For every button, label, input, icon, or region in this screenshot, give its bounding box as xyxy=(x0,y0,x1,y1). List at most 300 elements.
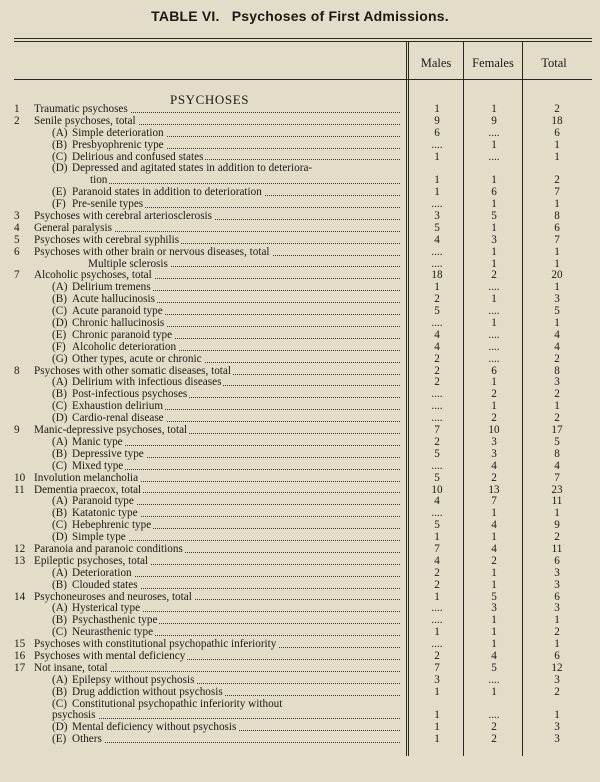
table-row xyxy=(0,270,600,282)
table-row xyxy=(0,663,600,675)
row-number: 3 xyxy=(14,210,20,223)
males-value: .... xyxy=(431,459,443,472)
table-row xyxy=(0,413,600,425)
total-value: 4 xyxy=(554,459,560,472)
males-value: 1 xyxy=(434,186,440,199)
table-row xyxy=(0,675,600,687)
total-value: 6 xyxy=(554,649,560,662)
category-name: Manic-depressive psychoses, total xyxy=(34,425,188,437)
row-label xyxy=(52,508,400,520)
females-value: 2 xyxy=(491,554,497,567)
males-value: 5 xyxy=(434,447,440,460)
females-value: 2 xyxy=(491,412,497,425)
total-value: 11 xyxy=(551,542,563,555)
category-name: Acute paranoid type xyxy=(72,306,163,318)
category-name: Katatonic type xyxy=(72,508,138,520)
females-value: 9 xyxy=(491,114,497,127)
males-value: 1 xyxy=(434,721,440,734)
row-label xyxy=(34,485,400,497)
females-value: 4 xyxy=(491,459,497,472)
row-label-text xyxy=(52,508,140,519)
row-number: 10 xyxy=(14,471,26,484)
males-value: 1 xyxy=(434,709,440,722)
category-name: Psychoses with cerebral syphilis xyxy=(34,234,180,246)
row-number: 13 xyxy=(14,554,26,567)
row-label xyxy=(52,294,400,306)
males-value: .... xyxy=(431,245,443,258)
row-label-text xyxy=(52,603,142,614)
row-label-text xyxy=(34,473,140,484)
females-value: 2 xyxy=(491,471,497,484)
total-value: 3 xyxy=(554,602,560,615)
males-value: .... xyxy=(431,317,443,330)
table-row xyxy=(0,128,600,140)
row-label-text xyxy=(34,247,272,258)
category-name: Mixed type xyxy=(72,460,124,472)
row-label-text xyxy=(34,116,138,127)
leader-dots xyxy=(90,183,400,184)
row-label-text xyxy=(52,520,153,531)
category-name: Other types, acute or chronic xyxy=(72,353,202,365)
category-name: Psychasthenic type xyxy=(72,615,158,627)
category-name: General paralysis xyxy=(34,222,112,234)
males-value: .... xyxy=(431,388,443,401)
category-name: Psychoses with other somatic diseases, total xyxy=(34,365,231,377)
table-row xyxy=(0,496,600,508)
category-name: Depressed and agitated states in addition to deteriora- xyxy=(72,163,313,175)
row-label-text xyxy=(34,639,278,650)
total-value: 8 xyxy=(554,364,560,377)
row-label xyxy=(34,556,400,568)
table-row xyxy=(0,140,600,152)
table-row xyxy=(0,734,600,746)
table-row xyxy=(0,104,600,116)
females-value: .... xyxy=(488,673,500,686)
total-value: 3 xyxy=(554,566,560,579)
row-label-text xyxy=(34,104,130,115)
subcategory-letter: (A) xyxy=(52,674,68,686)
row-label xyxy=(52,603,400,615)
subcategory-letter: (C) xyxy=(52,698,67,710)
row-label xyxy=(52,187,400,199)
females-value: 1 xyxy=(491,400,497,413)
category-name: Delirium with infectious diseases xyxy=(72,377,222,389)
table-row xyxy=(0,437,600,449)
row-label xyxy=(88,259,400,271)
total-value: 3 xyxy=(554,721,560,734)
subcategory-letter: (C) xyxy=(52,460,67,472)
males-value: 6 xyxy=(434,126,440,139)
males-value: 1 xyxy=(434,174,440,187)
category-name: Exhaustion delirium xyxy=(72,401,164,413)
males-value: 5 xyxy=(434,305,440,318)
row-label-text xyxy=(52,580,140,591)
table-row xyxy=(0,354,600,366)
row-number: 14 xyxy=(14,590,26,603)
subcategory-letter: (C) xyxy=(52,151,67,163)
category-name: Psychoses with constitutional psychopathic inferiority xyxy=(34,639,277,651)
row-label xyxy=(34,592,400,604)
subcategory-letter: (A) xyxy=(52,603,68,615)
row-label-text xyxy=(52,699,284,710)
row-label-text xyxy=(52,377,223,388)
subcategory-letter: (E) xyxy=(52,734,67,746)
total-value: 20 xyxy=(551,269,563,282)
males-value: 7 xyxy=(434,542,440,555)
total-value: 1 xyxy=(554,709,560,722)
row-label-text xyxy=(52,734,104,745)
row-label xyxy=(52,461,400,473)
males-value: 2 xyxy=(434,364,440,377)
males-value: 1 xyxy=(434,626,440,639)
females-value: 2 xyxy=(491,721,497,734)
category-name: Pre-senile types xyxy=(72,199,144,211)
row-label xyxy=(52,140,400,152)
females-value: 6 xyxy=(491,186,497,199)
top-rule-double xyxy=(14,41,592,42)
total-value: 6 xyxy=(554,126,560,139)
females-value: 1 xyxy=(491,103,497,115)
category-name: Multiple sclerosis xyxy=(88,258,168,270)
total-value: 8 xyxy=(554,447,560,460)
subcategory-letter: (D) xyxy=(52,163,68,175)
table-row xyxy=(0,259,600,271)
row-label xyxy=(34,211,400,223)
category-name: Psychoses with other brain or nervous diseases, total xyxy=(34,246,270,258)
females-value: 4 xyxy=(491,649,497,662)
total-value: 1 xyxy=(554,138,560,151)
row-label-text xyxy=(34,235,181,246)
table-row xyxy=(0,235,600,247)
category-name: Psychoneuroses and neuroses, total xyxy=(34,591,192,603)
females-value: 2 xyxy=(491,269,497,282)
females-value: 1 xyxy=(491,221,497,234)
table-row xyxy=(0,722,600,734)
table-row xyxy=(0,520,600,532)
females-value: .... xyxy=(488,281,500,294)
row-label xyxy=(34,639,400,651)
females-value: 1 xyxy=(491,531,497,544)
males-value: 2 xyxy=(434,376,440,389)
subcategory-letter: (D) xyxy=(52,722,68,734)
males-value: 1 xyxy=(434,531,440,544)
table-row xyxy=(0,366,600,378)
subcategory-letter: (E) xyxy=(52,187,67,199)
females-value: 1 xyxy=(491,566,497,579)
males-value: 2 xyxy=(434,352,440,365)
row-label-text xyxy=(34,544,185,555)
females-value: 4 xyxy=(491,519,497,532)
row-label-text xyxy=(52,532,128,543)
males-value: 4 xyxy=(434,340,440,353)
total-value: 1 xyxy=(554,614,560,627)
table-row xyxy=(0,163,600,175)
total-value: 1 xyxy=(554,198,560,211)
subcategory-letter: (B) xyxy=(52,389,67,401)
males-value: .... xyxy=(431,602,443,615)
subcategory-letter: (B) xyxy=(52,579,67,591)
subcategory-letter: (D) xyxy=(52,532,68,544)
row-label xyxy=(34,247,400,259)
row-label xyxy=(34,544,400,556)
header-rule xyxy=(14,79,592,80)
total-value: 1 xyxy=(554,400,560,413)
table-row xyxy=(0,568,600,580)
males-value: 7 xyxy=(434,424,440,437)
category-name: Manic type xyxy=(72,436,123,448)
category-name: Cardio-renal disease xyxy=(72,413,164,425)
leader-dots xyxy=(52,742,400,743)
row-label xyxy=(52,330,400,342)
row-label xyxy=(52,687,400,699)
category-name: Chronic paranoid type xyxy=(72,329,173,341)
males-value: .... xyxy=(431,614,443,627)
males-value: 7 xyxy=(434,661,440,674)
row-label xyxy=(34,223,400,235)
row-label xyxy=(34,116,400,128)
table-row xyxy=(0,247,600,259)
table-row xyxy=(0,318,600,330)
females-value: 2 xyxy=(491,388,497,401)
females-value: 3 xyxy=(491,602,497,615)
row-label xyxy=(52,627,400,639)
table-row xyxy=(0,223,600,235)
total-value: 2 xyxy=(554,626,560,639)
row-label xyxy=(52,342,400,354)
total-value: 3 xyxy=(554,293,560,306)
total-value: 2 xyxy=(554,174,560,187)
males-value: .... xyxy=(431,257,443,270)
table-row xyxy=(0,615,600,627)
category-name: Involution melancholia xyxy=(34,472,139,484)
males-value: 1 xyxy=(434,733,440,746)
table-row xyxy=(0,532,600,544)
males-value: 1 xyxy=(434,685,440,698)
row-label-text xyxy=(90,175,109,186)
row-label-text xyxy=(52,294,157,305)
category-name: tion xyxy=(90,175,108,187)
males-value: 4 xyxy=(434,495,440,508)
row-label xyxy=(52,389,400,401)
category-name: Acute hallucinosis xyxy=(72,294,155,306)
row-number: 11 xyxy=(14,483,25,496)
females-value: 1 xyxy=(491,245,497,258)
total-value: 4 xyxy=(554,328,560,341)
males-value: .... xyxy=(431,507,443,520)
category-name: Epilepsy without psychosis xyxy=(72,674,195,686)
row-label-text xyxy=(34,485,143,496)
total-value: 1 xyxy=(554,507,560,520)
females-value: .... xyxy=(488,352,500,365)
row-label-text xyxy=(52,342,178,353)
females-value: 1 xyxy=(491,614,497,627)
row-number: 7 xyxy=(14,269,20,282)
subcategory-letter: (B) xyxy=(52,139,67,151)
row-number: 16 xyxy=(14,649,26,662)
subcategory-letter: (A) xyxy=(52,496,68,508)
category-name: Deterioration xyxy=(72,567,132,579)
category-name: Constitutional psychopathic inferiority without xyxy=(72,698,283,710)
table-row xyxy=(0,687,600,699)
males-value: 10 xyxy=(431,483,443,496)
row-label xyxy=(52,580,400,592)
males-value: .... xyxy=(431,198,443,211)
females-value: 2 xyxy=(491,733,497,746)
category-name: Traumatic psychoses xyxy=(34,104,128,115)
table-row xyxy=(0,699,600,711)
row-number: 17 xyxy=(14,661,26,674)
table-row xyxy=(0,294,600,306)
row-label xyxy=(52,377,400,389)
females-value: .... xyxy=(488,150,500,163)
table-row xyxy=(0,449,600,461)
row-label xyxy=(52,532,400,544)
row-label xyxy=(52,449,400,461)
category-name: Psychoses with cerebral arteriosclerosis xyxy=(34,211,213,223)
category-name: Simple type xyxy=(72,532,126,544)
females-value: 1 xyxy=(491,198,497,211)
category-name: Simple deterioration xyxy=(72,127,164,139)
row-label-text xyxy=(52,449,146,460)
row-label xyxy=(52,413,400,425)
total-value: 1 xyxy=(554,638,560,651)
subcategory-letter: (A) xyxy=(52,282,68,294)
row-label-text xyxy=(52,187,264,198)
females-value: 1 xyxy=(491,293,497,306)
row-label xyxy=(52,722,400,734)
row-label-text xyxy=(52,282,153,293)
males-value: 2 xyxy=(434,566,440,579)
males-value: 5 xyxy=(434,221,440,234)
subcategory-letter: (G) xyxy=(52,353,68,365)
females-value: 1 xyxy=(491,507,497,520)
males-value: 18 xyxy=(431,269,443,282)
females-value: 3 xyxy=(491,233,497,246)
table-body xyxy=(0,104,600,746)
total-value: 2 xyxy=(554,388,560,401)
table-row xyxy=(0,199,600,211)
females-value: 1 xyxy=(491,578,497,591)
row-label xyxy=(52,163,400,175)
category-name: Not insane, total xyxy=(34,662,108,674)
row-label-text xyxy=(52,675,196,686)
row-number: 2 xyxy=(14,114,20,127)
subcategory-letter: (F) xyxy=(52,341,66,353)
row-label xyxy=(52,437,400,449)
column-header-females: Females xyxy=(472,56,514,70)
males-value: 4 xyxy=(434,233,440,246)
table-row xyxy=(0,592,600,604)
row-label-text xyxy=(52,461,125,472)
row-label-text xyxy=(34,663,110,674)
total-value: 1 xyxy=(554,281,560,294)
category-name: Psychoses with mental deficiency xyxy=(34,650,186,662)
subcategory-letter: (A) xyxy=(52,567,68,579)
females-value: 1 xyxy=(491,685,497,698)
row-label-text xyxy=(52,330,174,341)
row-label-text xyxy=(52,306,165,317)
category-name: Delirium tremens xyxy=(72,282,151,294)
table-row xyxy=(0,627,600,639)
total-value: 3 xyxy=(554,376,560,389)
males-value: 1 xyxy=(434,590,440,603)
row-label-text xyxy=(52,615,159,626)
row-number: 1 xyxy=(14,103,20,115)
total-value: 1 xyxy=(554,245,560,258)
row-label-text xyxy=(34,651,187,662)
males-value: 2 xyxy=(434,649,440,662)
females-value: 1 xyxy=(491,138,497,151)
subcategory-letter: (A) xyxy=(52,127,68,139)
females-value: 1 xyxy=(491,257,497,270)
total-value: 2 xyxy=(554,685,560,698)
category-name: Paranoia and paranoic conditions xyxy=(34,543,183,555)
total-value: 8 xyxy=(554,210,560,223)
females-value: 1 xyxy=(491,638,497,651)
category-name: Alcoholic deterioration xyxy=(72,341,177,353)
total-value: 7 xyxy=(554,471,560,484)
table-row xyxy=(0,710,600,722)
table-row xyxy=(0,425,600,437)
row-label-text xyxy=(34,592,194,603)
table-row xyxy=(0,473,600,485)
subcategory-letter: (B) xyxy=(52,508,67,520)
category-name: Presbyophrenic type xyxy=(72,139,164,151)
row-label xyxy=(52,306,400,318)
row-label xyxy=(34,235,400,247)
row-label-text xyxy=(88,259,170,270)
row-label xyxy=(52,152,400,164)
subcategory-letter: (B) xyxy=(52,686,67,698)
row-label-text xyxy=(52,568,134,579)
males-value: 3 xyxy=(434,210,440,223)
males-value: 1 xyxy=(434,150,440,163)
total-value: 1 xyxy=(554,317,560,330)
table-row xyxy=(0,116,600,128)
category-name: Chronic hallucinosis xyxy=(72,318,165,330)
category-name: Post-infectious psychoses xyxy=(72,389,188,401)
row-label xyxy=(52,568,400,580)
category-name: Depressive type xyxy=(72,448,144,460)
males-value: 2 xyxy=(434,578,440,591)
males-value: 1 xyxy=(434,281,440,294)
category-name: Hebephrenic type xyxy=(72,520,152,532)
females-value: 3 xyxy=(491,435,497,448)
males-value: 2 xyxy=(434,435,440,448)
females-value: .... xyxy=(488,709,500,722)
row-label-text xyxy=(52,318,166,329)
subcategory-letter: (E) xyxy=(52,329,67,341)
total-value: 6 xyxy=(554,554,560,567)
category-name: Neurasthenic type xyxy=(72,627,154,639)
females-value: .... xyxy=(488,340,500,353)
row-label xyxy=(52,401,400,413)
subcategory-letter: (A) xyxy=(52,377,68,389)
category-name: Senile psychoses, total xyxy=(34,115,136,127)
row-label-text xyxy=(34,211,214,222)
row-label-text xyxy=(52,389,189,400)
table-row xyxy=(0,401,600,413)
subcategory-letter: (D) xyxy=(52,318,68,330)
table-row xyxy=(0,342,600,354)
row-label-text xyxy=(34,366,233,377)
females-value: 3 xyxy=(491,447,497,460)
table-row xyxy=(0,306,600,318)
total-value: 9 xyxy=(554,519,560,532)
row-number: 4 xyxy=(14,221,20,234)
row-label xyxy=(52,699,400,711)
total-value: 5 xyxy=(554,305,560,318)
